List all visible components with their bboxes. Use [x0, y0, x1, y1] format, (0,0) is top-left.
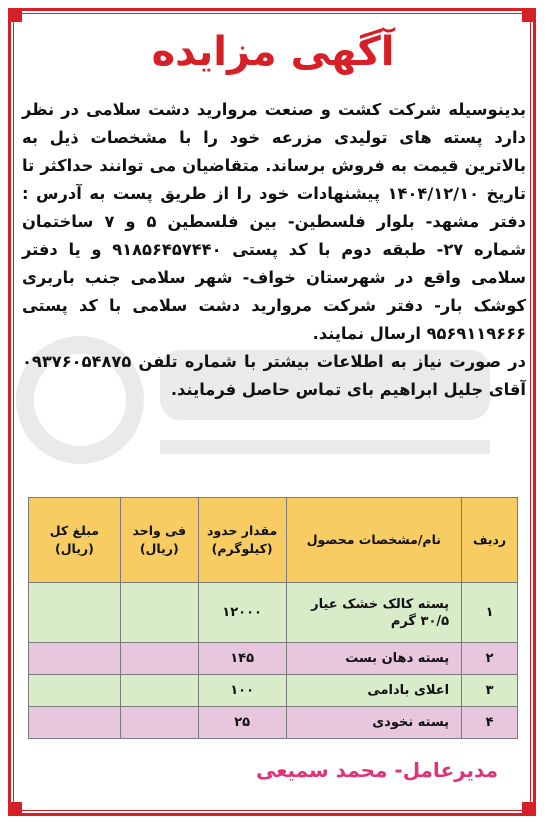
product-name: پسته نخودی — [286, 707, 461, 739]
header-quantity: مقدار حدود (کیلوگرم) — [198, 498, 286, 583]
table-row — [29, 675, 518, 707]
row-number: ۱ — [462, 583, 518, 643]
table-row — [29, 707, 518, 739]
header-total-amount: مبلغ کل (ریال) — [29, 498, 121, 583]
unit-price — [120, 675, 198, 707]
header-row-number: ردیف — [462, 498, 518, 583]
unit-price — [120, 643, 198, 675]
table-row — [29, 583, 518, 643]
signature: مدیرعامل- محمد سمیعی — [255, 758, 498, 782]
table-header-row — [29, 498, 518, 583]
unit-price — [120, 707, 198, 739]
table-row — [29, 643, 518, 675]
total-amount — [29, 583, 121, 643]
notice-body — [22, 96, 526, 404]
header-product-name: نام/مشخصات محصول — [286, 498, 461, 583]
row-number: ۳ — [462, 675, 518, 707]
total-amount — [29, 675, 121, 707]
total-amount — [29, 707, 121, 739]
product-name: پسته کالک خشک عیار ۳۰/۵ گرم — [286, 583, 461, 643]
row-number: ۴ — [462, 707, 518, 739]
notice-title: آگهی مزایده — [151, 29, 395, 75]
quantity: ۲۵ — [198, 707, 286, 739]
quantity: ۱۰۰ — [198, 675, 286, 707]
quantity: ۱۴۵ — [198, 643, 286, 675]
corner-ornament — [522, 802, 536, 816]
product-name: پسته دهان بست — [286, 643, 461, 675]
product-name: اعلای بادامی — [286, 675, 461, 707]
quantity: ۱۲۰۰۰ — [198, 583, 286, 643]
header-unit-price: فی واحد (ریال) — [120, 498, 198, 583]
row-number: ۲ — [462, 643, 518, 675]
total-amount — [29, 643, 121, 675]
notice-paragraph: در صورت نیاز به اطلاعات بیشتر با شماره تلفن ۰۹۳۷۶۰۵۴۸۷۵ آقای جلیل ابراهیم بای تماس حاصل فرمایند. — [22, 352, 526, 399]
notice-paragraph: بدینوسیله شرکت کشت و صنعت مروارید دشت سلامی در نظر دارد پسته های تولیدی مزرعه خود را با مشخصات ذیل به بالاترین قیمت به فروش برساند. متقاضیان می توانند حداکثر تا تاریخ ۱۴۰۴/۱۲/۱۰ پیشنهادات خود را از طریق پست به آدرس : دفتر مشهد- بلوار فلسطین- بین فلسطین ۵ و ۷ ساختمان شماره ۲۷- طبقه دوم با کد پستی ۹۱۸۵۶۴۵۷۴۴۰ و یا دفتر سلامی واقع در شهرستان خواف- شهر سلامی جنب باربری کوشک بار- دفتر شرکت مروارید دشت سلامی با کد پستی ۹۵۶۹۱۱۹۶۶۶ ارسال نمایند. — [22, 100, 526, 343]
corner-ornament — [8, 802, 22, 816]
products-table — [28, 497, 518, 739]
corner-ornament — [522, 8, 536, 22]
corner-ornament — [8, 8, 22, 22]
unit-price — [120, 583, 198, 643]
